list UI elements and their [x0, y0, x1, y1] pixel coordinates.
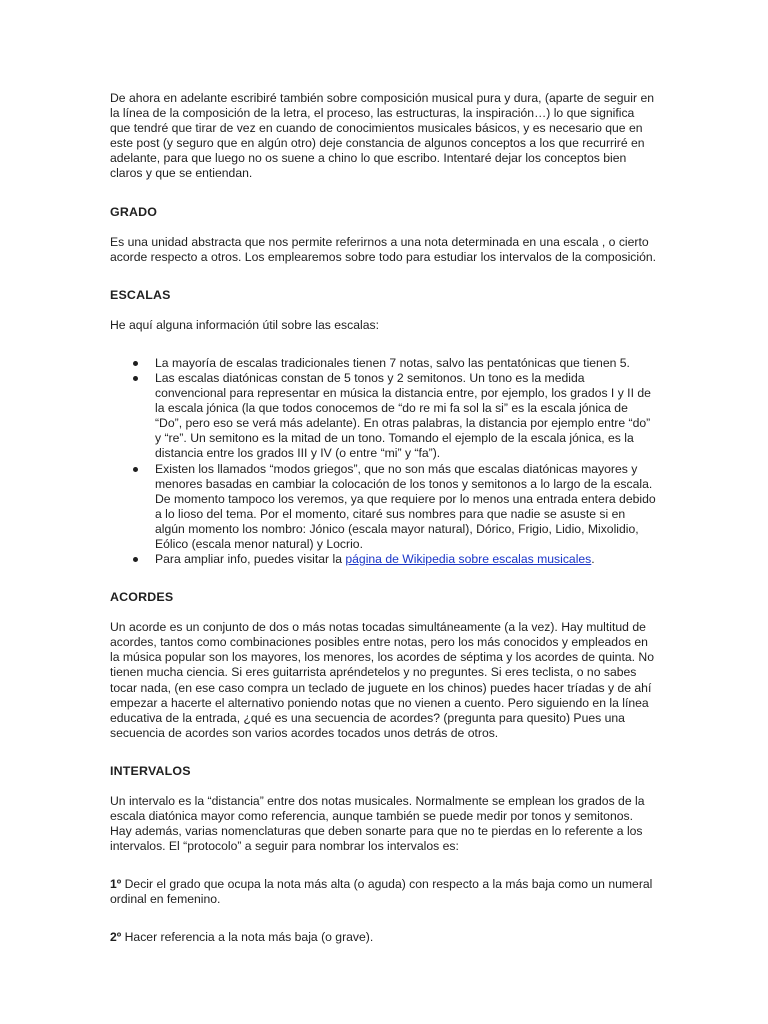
list-item	[155, 552, 658, 567]
acordes-paragraph: Un acorde es un conjunto de dos o más notas tocadas simultáneamente (a la vez). Hay multitud de acordes, tantos como combinaciones posibles entre notas, pero los más conocidos y empleados en la música popular son los mayores, los menores, los acordes de séptima y los acordes de quinta. No tienen mucha ciencia. Si eres guitarrista apréndetelos y no preguntes. Si eres teclista, o no sabes tocar nada, (en ese caso compra un teclado de juguete en los chinos) puedes hacer tríadas y de ahí empezar a hacerte el alternativo poniendo notas que no vienen a cuento. Pero siguiendo en la línea educativa de la entrada, ¿qué es una secuencia de acordes? (pregunta para quesito) Pues una secuencia de acordes son varios acordes tocados unos detrás de otros.	[110, 620, 654, 740]
intervalos-step-1	[110, 877, 658, 907]
list-item	[155, 356, 658, 371]
intro-paragraph: De ahora en adelante escribiré también sobre composición musical pura y dura, (aparte de seguir en la línea de la composición de la letra, el proceso, las estructuras, la inspiración…) lo que significa que tendré que tirar de vez en cuando de conocimientos musicales básicos, y es necesario que en este post (y seguro que en algún otro) deje constancia de algunos conceptos a los que recurriré en adelante, para que luego no os suene a chino lo que escribo. Intentaré dejar los conceptos bien claros y que se entiendan.	[110, 91, 654, 181]
list-item-prefix: Para ampliar info, puedes visitar la	[155, 552, 346, 567]
list-item-suffix: .	[591, 552, 595, 567]
document-page	[110, 91, 658, 946]
list-item	[155, 371, 658, 462]
step-number: 2º	[110, 930, 122, 945]
wikipedia-escalas-link[interactable]: página de Wikipedia sobre escalas musicales	[345, 552, 592, 567]
intervalos-step-2	[110, 930, 658, 945]
acordes-heading: ACORDES	[110, 590, 174, 605]
bullet-icon	[133, 557, 138, 562]
list-item-text: La mayoría de escalas tradicionales tienen 7 notas, salvo las pentatónicas que tienen 5.	[155, 355, 630, 370]
grado-heading: GRADO	[110, 204, 158, 219]
step-text: Hacer referencia a la nota más baja (o grave).	[121, 930, 374, 945]
step-text: Decir el grado que ocupa la nota más alta (o aguda) con respecto a la más baja como un numeral ordinal en femenino.	[110, 877, 653, 907]
intervalos-heading: INTERVALOS	[110, 763, 191, 778]
list-item-text: Las escalas diatónicas constan de 5 tonos y 2 semitonos. Un tono es la medida convencional para representar en música la distancia entre, por ejemplo, los grados I y II de la escala jónica (la que todos conocemos de “do re mi fa sol la si” es la escala jónica de “Do”, pero eso se verá más adelante). En otras palabras, la distancia por ejemplo entre “do” y “re”. Un semitono es la mitad de un tono. Tomando el ejemplo de la escala jónica, es la distancia entre los grados III y IV (o entre “mi” y “fa”).	[155, 370, 651, 461]
escalas-heading: ESCALAS	[110, 287, 171, 302]
intervalos-paragraph: Un intervalo es la “distancia” entre dos notas musicales. Normalmente se emplean los grados de la escala diatónica mayor como referencia, aunque también se puede medir por tonos y semitonos. Hay además, varias nomenclaturas que deben sonarte para que no te pierdas en lo referente a los intervalos. El “protocolo” a seguir para nombrar los intervalos es:	[110, 793, 645, 854]
bullet-icon	[133, 467, 138, 472]
grado-paragraph: Es una unidad abstracta que nos permite referirnos a una nota determinada en una escala , o cierto acorde respecto a otros. Los emplearemos sobre todo para estudiar los intervalos de la composición.	[110, 234, 657, 264]
escalas-intro: He aquí alguna información útil sobre las escalas:	[110, 317, 379, 332]
step-number: 1º	[110, 877, 122, 892]
list-item-text: Existen los llamados “modos griegos”, que no son más que escalas diatónicas mayores y menores basadas en cambiar la colocación de los tonos y semitonos a lo largo de la escala. De momento tampoco los veremos, ya que requiere por lo menos una entrada entera debido a lo lioso del tema. Por el momento, citaré sus nombres para que nadie se asuste si en algún momento los nombro: Jónico (escala mayor natural), Dórico, Frigio, Lidio, Mixolidio, Eólico (escala menor natural) y Locrio.	[155, 461, 656, 551]
bullet-icon	[133, 376, 138, 381]
bullet-icon	[133, 361, 138, 366]
escalas-list	[110, 356, 658, 567]
list-item	[155, 462, 658, 553]
